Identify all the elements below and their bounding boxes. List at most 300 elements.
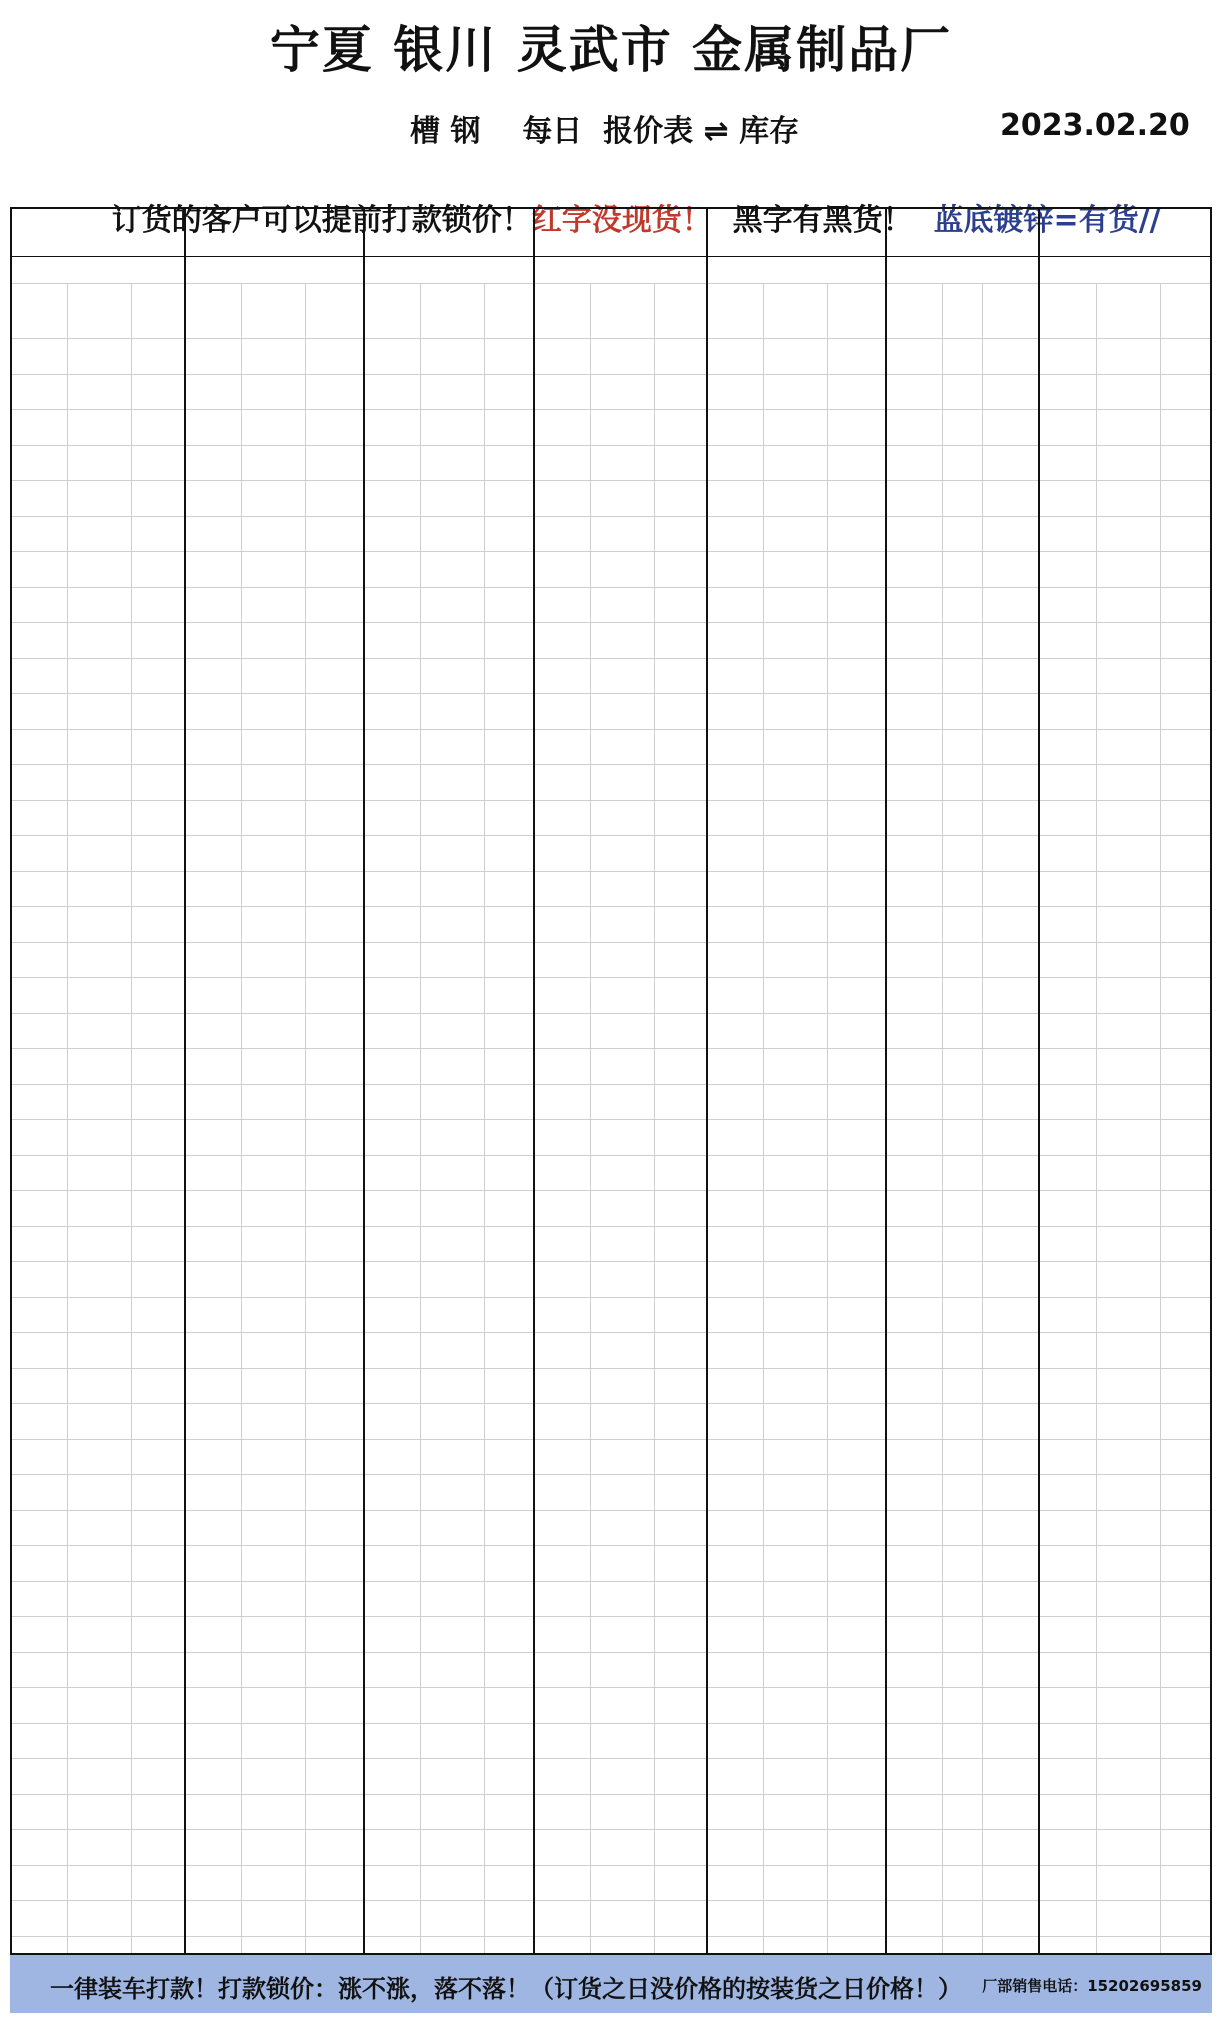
table-cell [655, 1439, 707, 1475]
table-cell [591, 800, 655, 836]
table-cell [886, 339, 943, 375]
table-cell [1039, 1262, 1096, 1298]
table-cell [11, 1723, 68, 1759]
table-cell [1039, 1191, 1096, 1227]
table-cell [886, 800, 943, 836]
table-cell [132, 1581, 185, 1617]
table-cell [132, 552, 185, 588]
table-cell [764, 800, 828, 836]
table-cell [886, 1581, 943, 1617]
table-cell [1096, 1084, 1160, 1120]
table-cell [421, 1652, 485, 1688]
table-cell [655, 1688, 707, 1724]
table-cell [591, 978, 655, 1014]
table-cell [1039, 907, 1096, 943]
table-cell [364, 1581, 421, 1617]
table-cell [241, 1084, 305, 1120]
table-cell [241, 481, 305, 517]
table-cell [185, 1723, 242, 1759]
table-cell [421, 1794, 485, 1830]
table-cell [1039, 1439, 1096, 1475]
table-cell [1161, 1226, 1212, 1262]
table-cell [982, 1013, 1039, 1049]
table-row [11, 516, 1212, 552]
table-cell [655, 1297, 707, 1333]
table-cell [534, 800, 591, 836]
table-cell [421, 871, 485, 907]
table-cell [185, 1688, 242, 1724]
table-cell [485, 800, 534, 836]
table-cell [421, 1901, 485, 1937]
table-cell [764, 1510, 828, 1546]
table-cell [1161, 1901, 1212, 1937]
table-row [11, 978, 1212, 1014]
table-cell [485, 481, 534, 517]
table-cell [591, 1049, 655, 1085]
table-cell [185, 374, 242, 410]
table-cell [655, 1333, 707, 1369]
table-cell [982, 623, 1039, 659]
table-cell [132, 1830, 185, 1866]
table-cell [11, 871, 68, 907]
pack-size [707, 257, 886, 284]
table-cell [485, 1830, 534, 1866]
table-cell [1161, 1830, 1212, 1866]
table-cell [886, 1510, 943, 1546]
table-cell [421, 445, 485, 481]
table-cell [132, 1262, 185, 1298]
table-cell [241, 1297, 305, 1333]
table-cell [886, 1120, 943, 1156]
table-cell [306, 1475, 364, 1511]
table-cell [655, 694, 707, 730]
table-cell [591, 1865, 655, 1901]
table-cell [534, 1013, 591, 1049]
table-cell [364, 907, 421, 943]
table-cell [982, 1297, 1039, 1333]
table-cell [982, 942, 1039, 978]
table-cell [707, 907, 764, 943]
table-cell [655, 836, 707, 872]
column-header [364, 284, 421, 339]
table-cell [764, 623, 828, 659]
notice-prepay: 订货的客户可以提前打款锁价！ [111, 203, 532, 238]
table-cell [707, 1652, 764, 1688]
table-cell [707, 1865, 764, 1901]
table-cell [764, 587, 828, 623]
table-cell [707, 1759, 764, 1795]
table-cell [828, 1439, 886, 1475]
table-cell [485, 1475, 534, 1511]
table-cell [534, 1155, 591, 1191]
table-cell [241, 1865, 305, 1901]
table-cell [943, 516, 983, 552]
table-cell [1096, 374, 1160, 410]
table-cell [982, 516, 1039, 552]
table-cell [485, 1191, 534, 1227]
table-cell [1096, 1901, 1160, 1937]
table-cell [306, 1901, 364, 1937]
table-cell [67, 1226, 131, 1262]
table-cell [886, 410, 943, 446]
table-cell [1039, 871, 1096, 907]
table-cell [241, 694, 305, 730]
table-row [11, 1368, 1212, 1404]
table-cell [982, 1759, 1039, 1795]
table-cell [241, 1368, 305, 1404]
table-cell [11, 1439, 68, 1475]
table-cell [707, 1084, 764, 1120]
table-cell [185, 623, 242, 659]
table-cell [764, 1013, 828, 1049]
table-cell [707, 1439, 764, 1475]
table-cell [241, 445, 305, 481]
column-header [534, 284, 591, 339]
table-cell [591, 410, 655, 446]
table-cell [828, 1617, 886, 1653]
table-cell [707, 1155, 764, 1191]
table-cell [306, 374, 364, 410]
table-cell [11, 1013, 68, 1049]
table-cell [707, 694, 764, 730]
table-cell [1161, 339, 1212, 375]
table-cell [591, 516, 655, 552]
table-cell [1039, 516, 1096, 552]
table-cell [707, 552, 764, 588]
table-cell [982, 1865, 1039, 1901]
table-cell [421, 1759, 485, 1795]
table-cell [764, 765, 828, 801]
table-cell [764, 1723, 828, 1759]
table-cell [655, 552, 707, 588]
table-cell [485, 978, 534, 1014]
table-cell [828, 871, 886, 907]
table-cell [185, 729, 242, 765]
table-cell [364, 765, 421, 801]
table-cell [67, 1404, 131, 1440]
table-cell [11, 1368, 68, 1404]
table-cell [828, 1475, 886, 1511]
table-cell [241, 339, 305, 375]
table-row [11, 1475, 1212, 1511]
table-cell [1096, 978, 1160, 1014]
table-row [11, 1013, 1212, 1049]
table-cell [982, 658, 1039, 694]
table-cell [1161, 1013, 1212, 1049]
column-header [67, 284, 131, 339]
table-cell [1096, 694, 1160, 730]
table-cell [655, 339, 707, 375]
table-cell [591, 1120, 655, 1156]
table-cell [364, 516, 421, 552]
table-cell [943, 1049, 983, 1085]
table-cell [1039, 1688, 1096, 1724]
table-cell [1039, 836, 1096, 872]
table-row [11, 1191, 1212, 1227]
table-cell [67, 1084, 131, 1120]
table-cell [534, 907, 591, 943]
table-cell [1161, 1439, 1212, 1475]
table-cell [306, 1581, 364, 1617]
table-cell [1039, 623, 1096, 659]
table-cell [982, 1901, 1039, 1937]
table-cell [241, 978, 305, 1014]
table-cell [591, 1546, 655, 1582]
table-cell [485, 1901, 534, 1937]
table-cell [943, 339, 983, 375]
table-cell [707, 410, 764, 446]
table-cell [185, 1013, 242, 1049]
table-row [11, 1794, 1212, 1830]
table-row [11, 1439, 1212, 1475]
table-cell [132, 729, 185, 765]
table-cell [764, 1191, 828, 1227]
footer-notice: 一律装车打款！打款锁价：涨不涨，落不落！（订货之日没价格的按装货之日价格！） [50, 1975, 962, 2003]
table-cell [828, 1794, 886, 1830]
table-cell [364, 374, 421, 410]
table-cell [1161, 1191, 1212, 1227]
table-cell [306, 445, 364, 481]
table-cell [534, 1688, 591, 1724]
table-cell [534, 1333, 591, 1369]
table-cell [306, 516, 364, 552]
table-cell [886, 481, 943, 517]
table-cell [421, 1830, 485, 1866]
table-cell [943, 1013, 983, 1049]
table-cell [764, 1155, 828, 1191]
table-cell [655, 1652, 707, 1688]
table-cell [886, 1830, 943, 1866]
table-cell [132, 871, 185, 907]
table-cell [1039, 1297, 1096, 1333]
table-cell [185, 658, 242, 694]
table-row [11, 1901, 1212, 1937]
table-cell [421, 658, 485, 694]
table-cell [11, 1155, 68, 1191]
table-row [11, 800, 1212, 836]
column-header [11, 284, 68, 339]
table-cell [185, 1617, 242, 1653]
table-cell [185, 1830, 242, 1866]
table-cell [421, 516, 485, 552]
table-cell [364, 552, 421, 588]
table-cell [982, 445, 1039, 481]
table-cell [67, 1475, 131, 1511]
table-cell [132, 1191, 185, 1227]
table-cell [1096, 1617, 1160, 1653]
table-cell [67, 978, 131, 1014]
table-cell [306, 871, 364, 907]
table-cell [828, 1226, 886, 1262]
table-row [11, 1546, 1212, 1582]
table-cell [534, 1084, 591, 1120]
table-cell [828, 942, 886, 978]
table-cell [306, 658, 364, 694]
table-cell [241, 1830, 305, 1866]
table-cell [67, 1333, 131, 1369]
table-cell [364, 445, 421, 481]
table-cell [364, 1368, 421, 1404]
price-table [10, 207, 1212, 1972]
table-cell [306, 800, 364, 836]
table-cell [707, 516, 764, 552]
table-cell [1039, 1759, 1096, 1795]
sales-phone: 厂部销售电话：15202695859 [982, 1977, 1202, 1995]
table-cell [707, 1262, 764, 1298]
table-cell [943, 836, 983, 872]
column-header [185, 284, 242, 339]
table-cell [982, 1191, 1039, 1227]
table-row [11, 1510, 1212, 1546]
table-cell [707, 871, 764, 907]
table-cell [67, 765, 131, 801]
table-cell [1039, 1865, 1096, 1901]
table-cell [591, 552, 655, 588]
table-cell [485, 1617, 534, 1653]
table-cell [11, 836, 68, 872]
table-cell [886, 1794, 943, 1830]
table-cell [1161, 1155, 1212, 1191]
table-cell [655, 1084, 707, 1120]
table-cell [421, 1155, 485, 1191]
table-cell [185, 694, 242, 730]
table-cell [828, 1155, 886, 1191]
table-cell [591, 623, 655, 659]
table-cell [185, 481, 242, 517]
table-row [11, 410, 1212, 446]
table-cell [1161, 1688, 1212, 1724]
table-cell [421, 978, 485, 1014]
table-cell [534, 1226, 591, 1262]
table-cell [421, 1581, 485, 1617]
table-cell [364, 587, 421, 623]
table-cell [655, 410, 707, 446]
table-cell [485, 1120, 534, 1156]
table-cell [1161, 1404, 1212, 1440]
table-cell [241, 623, 305, 659]
table-cell [185, 1262, 242, 1298]
table-cell [241, 1652, 305, 1688]
table-cell [1096, 445, 1160, 481]
table-cell [1161, 1723, 1212, 1759]
table-cell [828, 1368, 886, 1404]
table-cell [1039, 978, 1096, 1014]
table-cell [655, 942, 707, 978]
table-cell [828, 1652, 886, 1688]
table-cell [241, 374, 305, 410]
table-row [11, 481, 1212, 517]
table-cell [764, 552, 828, 588]
table-row [11, 1723, 1212, 1759]
table-cell [485, 1794, 534, 1830]
table-cell [421, 1013, 485, 1049]
table-cell [591, 1510, 655, 1546]
table-cell [11, 1510, 68, 1546]
table-cell [67, 1830, 131, 1866]
section-header [707, 208, 886, 257]
table-cell [943, 765, 983, 801]
table-cell [886, 1297, 943, 1333]
table-cell [1039, 800, 1096, 836]
table-cell [241, 410, 305, 446]
table-cell [886, 374, 943, 410]
table-cell [764, 339, 828, 375]
table-cell [591, 1333, 655, 1369]
table-cell [364, 871, 421, 907]
table-cell [67, 1191, 131, 1227]
table-cell [241, 1546, 305, 1582]
table-cell [591, 1013, 655, 1049]
table-cell [485, 1013, 534, 1049]
table-cell [67, 907, 131, 943]
table-cell [943, 1191, 983, 1227]
table-cell [707, 1297, 764, 1333]
table-cell [828, 339, 886, 375]
table-cell [132, 800, 185, 836]
table-cell [306, 410, 364, 446]
table-cell [1161, 1368, 1212, 1404]
table-cell [1096, 1688, 1160, 1724]
table-cell [1096, 339, 1160, 375]
table-cell [421, 1262, 485, 1298]
table-cell [1039, 1013, 1096, 1049]
table-cell [306, 1049, 364, 1085]
table-cell [241, 871, 305, 907]
table-cell [828, 410, 886, 446]
table-cell [185, 907, 242, 943]
table-cell [1096, 410, 1160, 446]
table-row [11, 1049, 1212, 1085]
table-cell [67, 1439, 131, 1475]
table-cell [764, 1794, 828, 1830]
table-cell [828, 623, 886, 659]
table-cell [185, 1865, 242, 1901]
table-cell [1039, 587, 1096, 623]
table-cell [655, 1759, 707, 1795]
table-cell [485, 374, 534, 410]
table-cell [943, 1652, 983, 1688]
table-row [11, 1652, 1212, 1688]
table-cell [1096, 1652, 1160, 1688]
table-cell [364, 1794, 421, 1830]
table-cell [764, 1333, 828, 1369]
table-cell [1096, 1404, 1160, 1440]
table-cell [707, 445, 764, 481]
pack-size-row [11, 257, 1212, 284]
table-cell [67, 1368, 131, 1404]
table-cell [828, 552, 886, 588]
pack-size [886, 257, 1040, 284]
table-cell [886, 1191, 943, 1227]
table-cell [982, 339, 1039, 375]
table-cell [1039, 658, 1096, 694]
table-cell [1161, 623, 1212, 659]
table-row [11, 765, 1212, 801]
table-cell [707, 729, 764, 765]
table-cell [241, 1226, 305, 1262]
table-cell [306, 1652, 364, 1688]
table-cell [655, 1830, 707, 1866]
table-cell [943, 1510, 983, 1546]
table-cell [67, 481, 131, 517]
table-cell [764, 978, 828, 1014]
table-cell [534, 836, 591, 872]
table-cell [982, 1475, 1039, 1511]
table-cell [485, 1723, 534, 1759]
table-row [11, 587, 1212, 623]
table-cell [1161, 445, 1212, 481]
table-cell [534, 552, 591, 588]
